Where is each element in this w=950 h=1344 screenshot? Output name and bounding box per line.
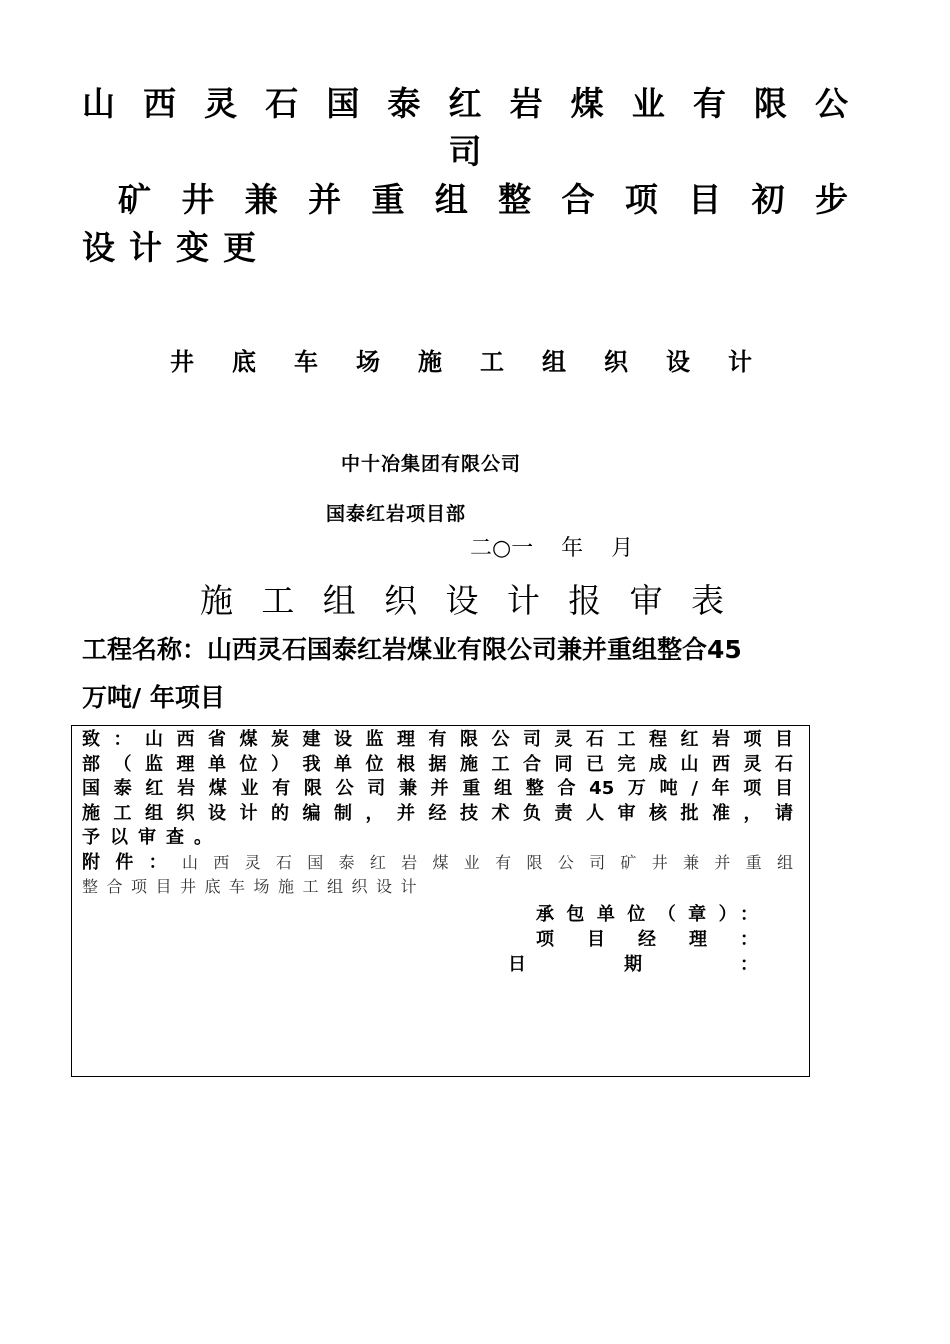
body-line-4: 施工组织设计的编制，并经技术负责人审核批准，请: [82, 802, 793, 824]
project-manager-label: 项目经理：: [536, 929, 758, 950]
project-department: 国泰红岩项目部: [326, 503, 467, 525]
project-name-line-1: 工程名称：山西灵石国泰红岩煤业有限公司兼并重组整合45: [82, 635, 742, 664]
cover-title-line-3: 矿井兼并重组整合项目初步: [118, 180, 848, 219]
date-label: 日期：: [508, 954, 758, 975]
body-line-2: 部（监理单位）我单位根据施工合同已完成山西灵石: [82, 753, 793, 775]
cover-subtitle: 井底车场施工组织设计: [170, 348, 752, 376]
form-title: 施工组织设计报审表: [200, 581, 724, 620]
attachment-label: 附件：: [82, 851, 182, 873]
attachment-line-2: 整合项目井底车场施工组织设计: [82, 877, 426, 896]
body-line-3: 国泰红岩煤业有限公司兼并重组整合45万吨/年项目: [82, 778, 793, 799]
project-name-line-2: 万吨/ 年项目: [82, 683, 225, 712]
cover-title-line-4: 设计变更: [82, 228, 270, 267]
cover-date: 二○一 年 月: [470, 536, 634, 561]
cover-title-line-2: 司: [448, 132, 482, 171]
body-line-5: 予以审查。: [82, 827, 222, 848]
form-body-box: [71, 725, 810, 1077]
cover-title-line-1: 山西灵石国泰红岩煤业有限公: [82, 84, 848, 123]
company-name: 中十冶集团有限公司: [341, 453, 522, 475]
contractor-seal-label: 承包单位（章）：: [536, 904, 758, 925]
attachment-line-1: [82, 851, 793, 876]
attachment-text-1: 山西灵石国泰红岩煤业有限公司矿井兼并重组: [181, 852, 793, 872]
body-line-1: 致：山西省煤炭建设监理有限公司灵石工程红岩项目: [82, 729, 793, 750]
